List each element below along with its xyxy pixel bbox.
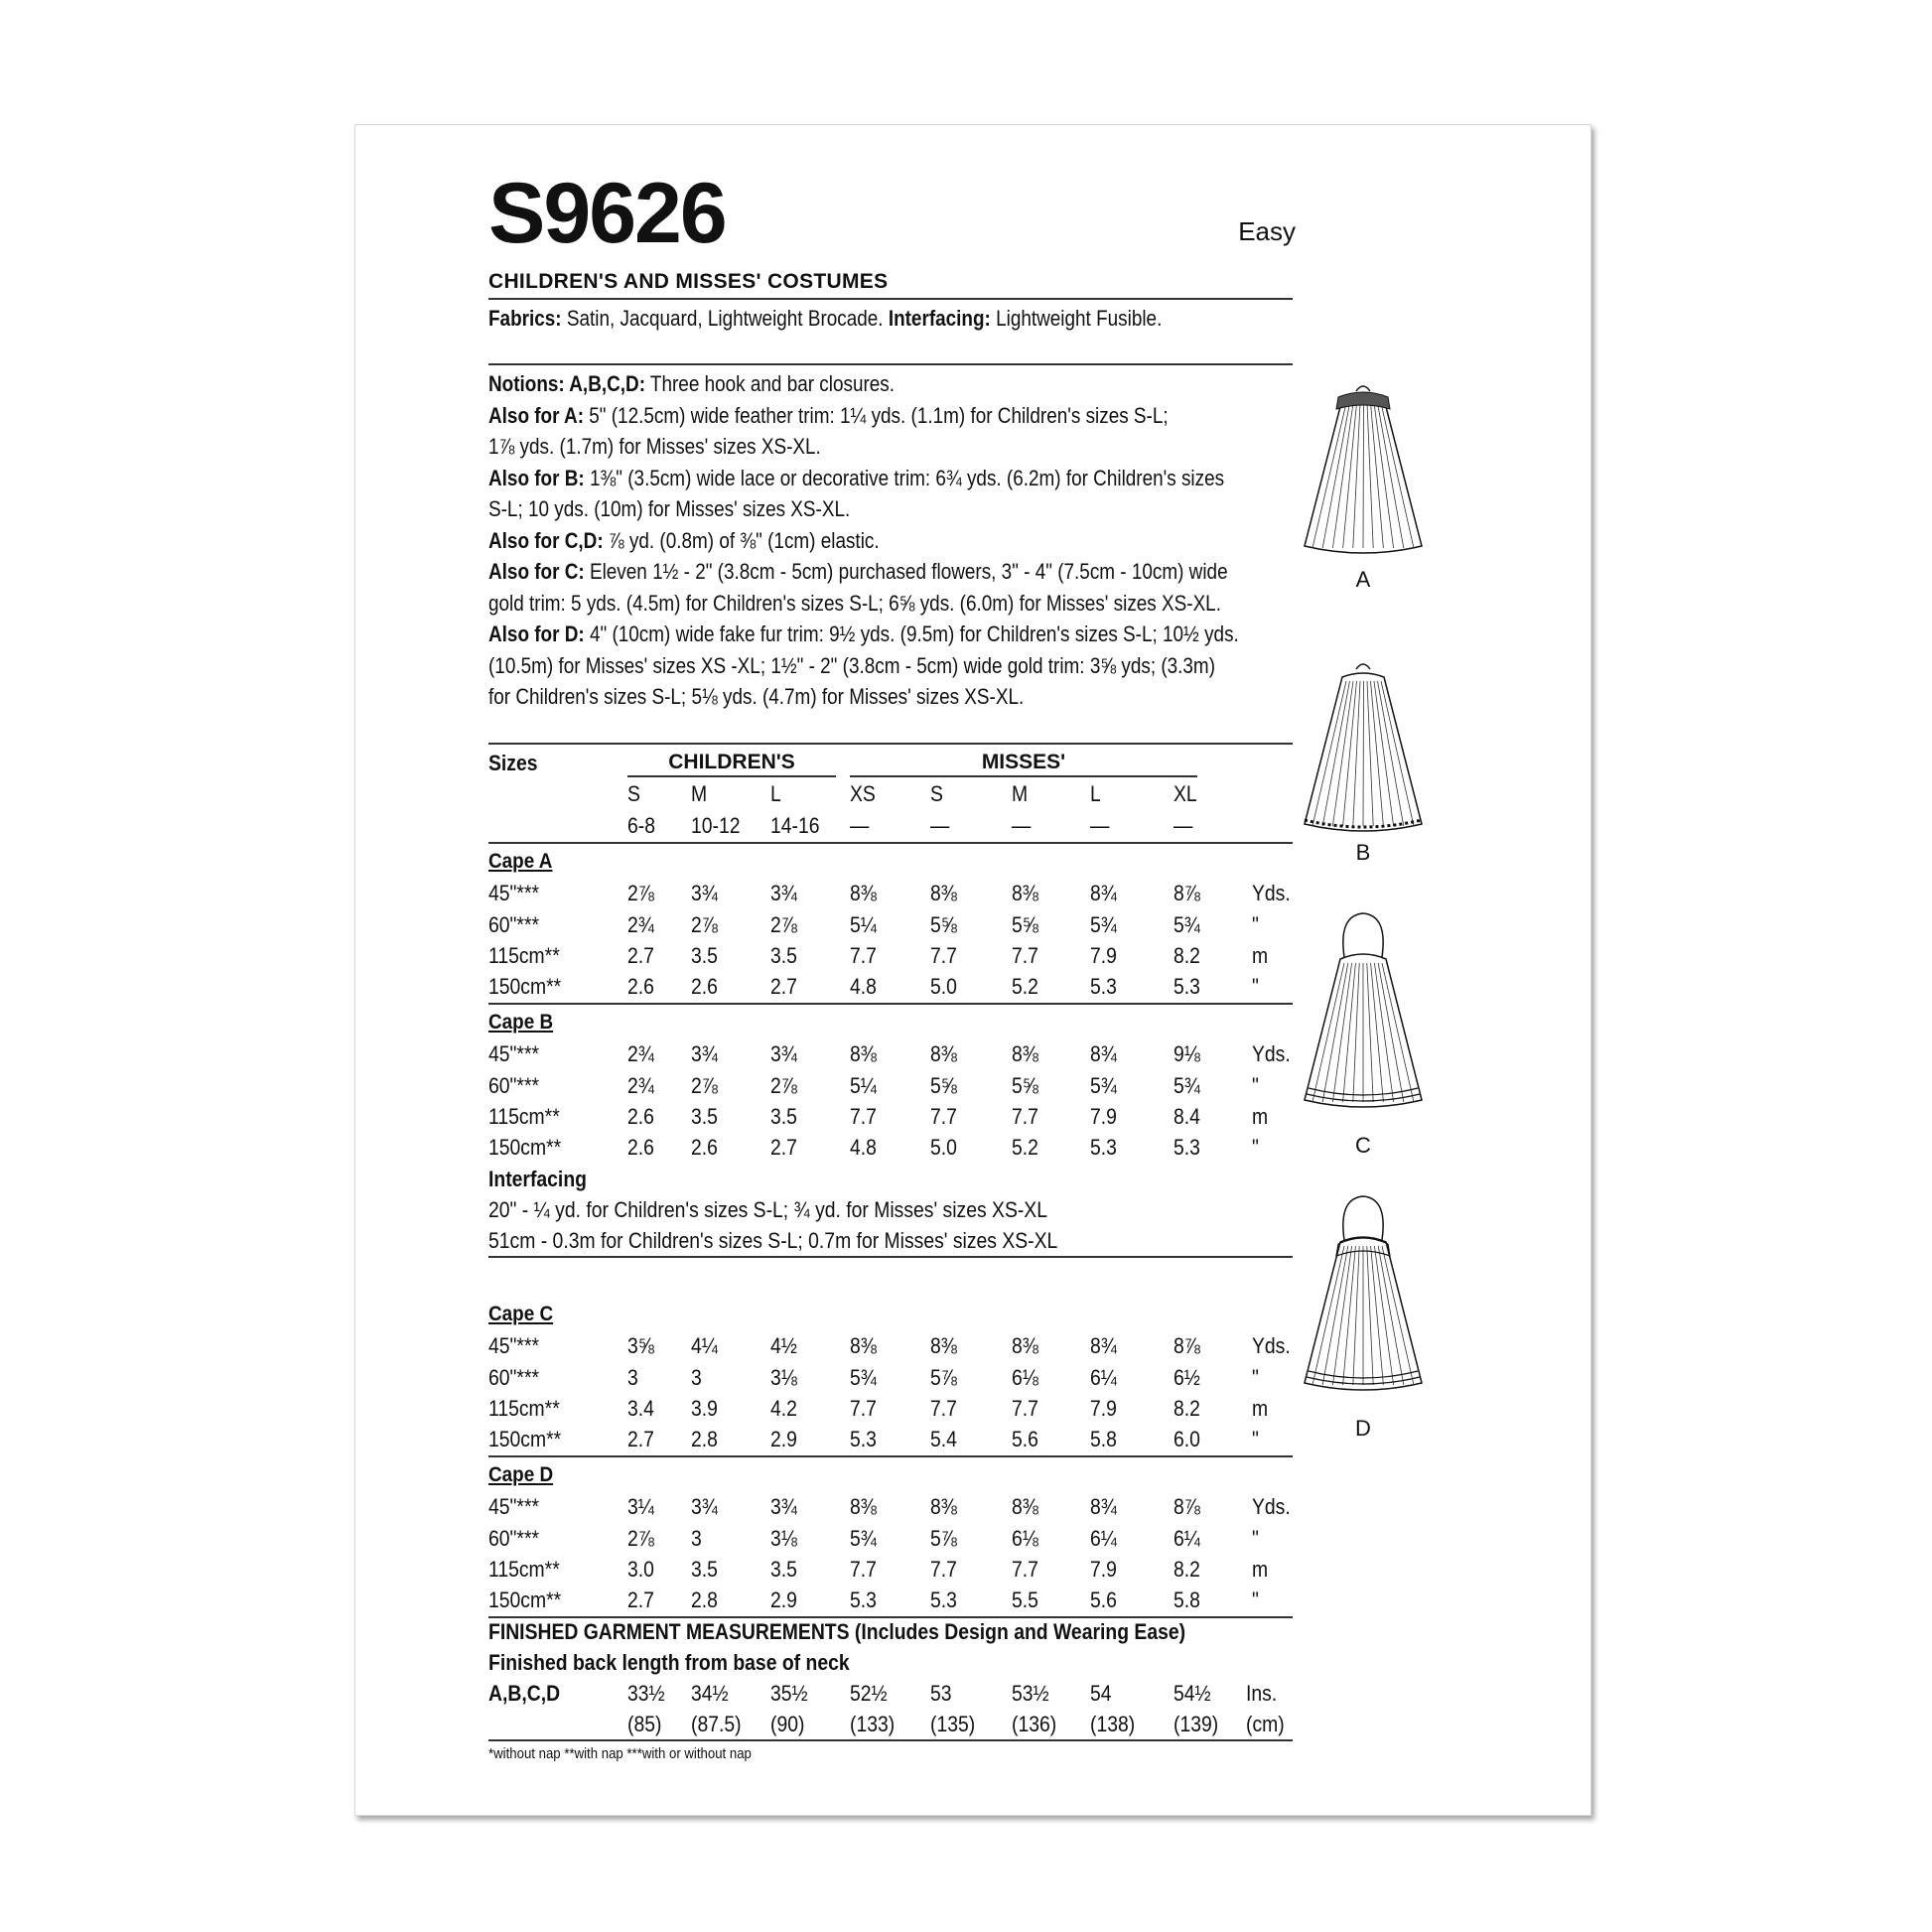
width-label: 45"*** <box>488 1333 540 1359</box>
yardage-value: 5¾ <box>850 1525 877 1551</box>
yardage-value: 3.5 <box>691 942 718 968</box>
yardage-value: 8.2 <box>1173 942 1200 968</box>
yardage-value: 3.5 <box>691 1103 718 1129</box>
notion-line <box>488 653 1215 679</box>
unit-label: Yds. <box>1252 1333 1291 1359</box>
notion-text: ⅞ yd. (0.8m) of ⅜" (1cm) elastic. <box>603 527 880 553</box>
finished-length-inches: 53 <box>930 1681 952 1707</box>
yardage-value: 2¾ <box>627 1041 654 1067</box>
notion-text: Eleven 1½ - 2" (3.8cm - 5cm) purchased flowers, 3" - 4" (7.5cm - 10cm) wide <box>584 559 1228 584</box>
notion-label: Notions: A,B,C,D: <box>488 371 645 396</box>
unit-label: " <box>1252 1072 1259 1098</box>
notion-text: 1⅜" (3.5cm) wide lace or decorative trim: 6¾ yds. (6.2m) for Children's sizes <box>584 465 1225 490</box>
yardage-value: 3 <box>691 1525 702 1551</box>
yardage-value: 2⅞ <box>770 1072 797 1098</box>
size-code: M <box>1012 781 1029 806</box>
yardage-value: 2.8 <box>691 1427 718 1452</box>
yardage-value: 5.8 <box>1090 1427 1117 1452</box>
yardage-value: 3⅛ <box>770 1525 797 1551</box>
unit-label: m <box>1252 1103 1269 1129</box>
yardage-value: 7.7 <box>1012 942 1038 968</box>
finished-length-cm: (87.5) <box>691 1712 742 1737</box>
yardage-value: 4½ <box>770 1333 797 1359</box>
yardage-value: 8⅜ <box>850 1041 877 1067</box>
yardage-value: 2.6 <box>627 974 654 1000</box>
yardage-value: 3.9 <box>691 1395 718 1421</box>
interfacing-title: Interfacing <box>488 1166 587 1191</box>
finished-length-cm: (135) <box>930 1712 976 1737</box>
yardage-value: 6⅛ <box>1012 1525 1038 1551</box>
notion-text: (10.5m) for Misses' sizes XS -XL; 1½" - 2" (3.8cm - 5cm) wide gold trim: 3⅝ yds; (3.3m) <box>488 652 1216 678</box>
yardage-value: 8¾ <box>1090 1494 1117 1520</box>
notion-text: S-L; 10 yds. (10m) for Misses' sizes XS-XL. <box>488 496 851 521</box>
yardage-value: 2⅞ <box>691 911 718 937</box>
unit-label: Yds. <box>1252 881 1291 906</box>
yardage-value: 6¼ <box>1090 1364 1117 1390</box>
yardage-value: 3¾ <box>691 1041 718 1067</box>
width-label: 150cm** <box>488 1587 562 1613</box>
yardage-value: 7.7 <box>850 942 877 968</box>
size-range: — <box>930 813 950 838</box>
yardage-value: 8¾ <box>1090 1333 1117 1359</box>
yardage-value: 7.7 <box>1012 1103 1038 1129</box>
yardage-value: 8⅜ <box>930 881 957 906</box>
yardage-value: 5.3 <box>850 1427 877 1452</box>
notion-text: 5" (12.5cm) wide feather trim: 1¼ yds. (1.1m) for Children's sizes S-L; <box>583 402 1169 428</box>
yardage-value: 7.7 <box>930 1395 957 1421</box>
interfacing-line: 20" - ¼ yd. for Children's sizes S-L; ¾ yd. for Misses' sizes XS-XL <box>488 1196 1047 1222</box>
yardage-value: 5.0 <box>930 1135 957 1161</box>
section-title-cape-d: Cape D <box>488 1463 554 1486</box>
yardage-value: 8⅜ <box>1012 1041 1038 1067</box>
yardage-value: 5.3 <box>1090 974 1117 1000</box>
yardage-value: 5.3 <box>1090 1135 1117 1161</box>
yardage-value: 2.6 <box>691 974 718 1000</box>
notion-line <box>488 559 1228 585</box>
unit-label: Yds. <box>1252 1494 1291 1520</box>
finished-length-cm: (133) <box>850 1712 896 1737</box>
yardage-value: 3.5 <box>770 1556 797 1582</box>
width-label: 60"*** <box>488 911 540 937</box>
notion-line <box>488 684 1024 710</box>
size-range: 10-12 <box>691 813 741 838</box>
yardage-value: 5⅝ <box>1012 1072 1038 1098</box>
yardage-value: 7.9 <box>1090 1103 1117 1129</box>
divider <box>488 1455 1293 1457</box>
finished-length-inches: 34½ <box>691 1681 729 1707</box>
yardage-value: 5¾ <box>1090 911 1117 937</box>
yardage-value: 5⅝ <box>930 911 957 937</box>
yardage-value: 7.9 <box>1090 1395 1117 1421</box>
yardage-value: 6.0 <box>1173 1427 1200 1452</box>
divider <box>488 298 1293 300</box>
yardage-value: 3 <box>691 1364 702 1390</box>
width-label: 115cm** <box>488 1556 560 1582</box>
notion-text: gold trim: 5 yds. (4.5m) for Children's sizes S-L; 6⅝ yds. (6.0m) for Misses' sizes XS-XL. <box>488 590 1221 616</box>
unit-label: m <box>1252 1556 1269 1582</box>
cape-d-icon <box>1299 1192 1428 1406</box>
section-title-cape-a: Cape A <box>488 850 553 873</box>
yardage-value: 2⅞ <box>627 1525 654 1551</box>
yardage-value: 8⅜ <box>850 1333 877 1359</box>
sizes-label: Sizes <box>488 751 538 775</box>
pattern-envelope-back <box>354 124 1591 1816</box>
misses-header: MISSES' <box>981 751 1066 773</box>
size-range: — <box>1173 813 1193 838</box>
yardage-value: 8¾ <box>1090 881 1117 906</box>
notion-line <box>488 403 1169 429</box>
divider <box>488 1256 1293 1258</box>
finished-length-cm: (85) <box>627 1712 662 1737</box>
yardage-value: 2.9 <box>770 1427 797 1452</box>
width-label: 45"*** <box>488 881 540 906</box>
size-code: L <box>1090 781 1101 806</box>
size-range: — <box>850 813 870 838</box>
yardage-value: 7.7 <box>930 942 957 968</box>
notion-label: Also for C,D: <box>488 527 604 553</box>
yardage-value: 4.8 <box>850 1135 877 1161</box>
yardage-value: 2¾ <box>627 1072 654 1098</box>
interfacing-text: Lightweight Fusible. <box>990 306 1163 331</box>
yardage-value: 3.4 <box>627 1395 654 1421</box>
yardage-value: 3.5 <box>770 1103 797 1129</box>
yardage-value: 2.9 <box>770 1587 797 1613</box>
yardage-value: 8⅜ <box>1012 881 1038 906</box>
divider <box>488 1616 1293 1618</box>
width-label: 115cm** <box>488 1103 560 1129</box>
yardage-value: 5.4 <box>930 1427 957 1452</box>
yardage-value: 7.7 <box>850 1556 877 1582</box>
notion-line <box>488 621 1239 647</box>
yardage-value: 3.5 <box>691 1556 718 1582</box>
size-code: S <box>627 781 640 806</box>
yardage-value: 2.6 <box>691 1135 718 1161</box>
yardage-value: 3⅝ <box>627 1333 654 1359</box>
divider <box>488 842 1293 844</box>
yardage-value: 5.3 <box>850 1587 877 1613</box>
yardage-value: 5¾ <box>1090 1072 1117 1098</box>
unit-label: " <box>1252 911 1259 937</box>
yardage-value: 5⅝ <box>1012 911 1038 937</box>
yardage-value: 4.8 <box>850 974 877 1000</box>
yardage-value: 3¾ <box>691 1494 718 1520</box>
width-label: 115cm** <box>488 1395 560 1421</box>
yardage-value: 3¾ <box>770 881 797 906</box>
yardage-value: 2⅞ <box>627 881 654 906</box>
yardage-value: 2¾ <box>627 911 654 937</box>
finished-length-inches: 52½ <box>850 1681 888 1707</box>
yardage-value: 8.2 <box>1173 1395 1200 1421</box>
yardage-value: 3.0 <box>627 1556 654 1582</box>
yardage-value: 2.6 <box>627 1103 654 1129</box>
notion-line <box>488 466 1224 491</box>
yardage-value: 7.7 <box>850 1395 877 1421</box>
notion-line <box>488 434 821 460</box>
unit-label: (cm) <box>1246 1712 1285 1737</box>
yardage-value: 5¼ <box>850 911 877 937</box>
yardage-value: 4.2 <box>770 1395 797 1421</box>
width-label: 150cm** <box>488 974 562 1000</box>
yardage-value: 5.0 <box>930 974 957 1000</box>
notion-line <box>488 528 880 554</box>
notion-line <box>488 591 1221 617</box>
notion-label: Also for B: <box>488 465 585 490</box>
yardage-value: 7.7 <box>1012 1395 1038 1421</box>
yardage-value: 8¾ <box>1090 1041 1117 1067</box>
notion-text: 1⅞ yds. (1.7m) for Misses' sizes XS-XL. <box>488 434 821 459</box>
yardage-value: 5.6 <box>1012 1427 1038 1452</box>
yardage-value: 3¾ <box>770 1041 797 1067</box>
cape-c-icon <box>1299 909 1428 1123</box>
yardage-value: 5¾ <box>850 1364 877 1390</box>
divider <box>488 743 1293 745</box>
pattern-title: CHILDREN'S AND MISSES' COSTUMES <box>488 270 889 293</box>
yardage-value: 9⅛ <box>1173 1041 1200 1067</box>
yardage-value: 5¾ <box>1173 911 1200 937</box>
yardage-value: 3¾ <box>770 1494 797 1520</box>
yardage-value: 8⅞ <box>1173 1333 1200 1359</box>
divider <box>488 1739 1293 1741</box>
yardage-value: 2⅞ <box>770 911 797 937</box>
unit-label: m <box>1252 942 1269 968</box>
notion-text: 4" (10cm) wide fake fur trim: 9½ yds. (9.5m) for Children's sizes S-L; 10½ yds. <box>584 621 1239 646</box>
size-range: 14-16 <box>770 813 820 838</box>
width-label: 150cm** <box>488 1135 562 1161</box>
notion-label: Also for C: <box>488 559 585 584</box>
width-label: 60"*** <box>488 1072 540 1098</box>
unit-label: Ins. <box>1246 1681 1278 1707</box>
yardage-value: 4¼ <box>691 1333 718 1359</box>
finished-length-inches: 54 <box>1090 1681 1112 1707</box>
size-code: XL <box>1173 781 1197 806</box>
yardage-value: 5.3 <box>1173 974 1200 1000</box>
yardage-value: 7.7 <box>850 1103 877 1129</box>
unit-label: " <box>1252 1525 1259 1551</box>
yardage-value: 6⅛ <box>1012 1364 1038 1390</box>
finished-length-cm: (90) <box>770 1712 805 1737</box>
unit-label: " <box>1252 1587 1259 1613</box>
finished-length-inches: 33½ <box>627 1681 665 1707</box>
yardage-value: 8⅞ <box>1173 881 1200 906</box>
width-label: 60"*** <box>488 1364 540 1390</box>
finished-views-label: A,B,C,D <box>488 1681 561 1707</box>
notion-text: Three hook and bar closures. <box>644 371 896 396</box>
view-label-c: C <box>1355 1133 1371 1158</box>
size-code: XS <box>850 781 876 806</box>
size-range: — <box>1090 813 1110 838</box>
finished-length-inches: 54½ <box>1173 1681 1211 1707</box>
unit-label: Yds. <box>1252 1041 1291 1067</box>
yardage-value: 7.7 <box>930 1556 957 1582</box>
finished-length-inches: 53½ <box>1012 1681 1049 1707</box>
view-label-d: D <box>1355 1416 1371 1441</box>
yardage-value: 8⅞ <box>1173 1494 1200 1520</box>
finished-measurements-title: FINISHED GARMENT MEASUREMENTS (Includes Design and Wearing Ease) <box>488 1618 1186 1644</box>
finished-length-cm: (139) <box>1173 1712 1219 1737</box>
finished-length-cm: (138) <box>1090 1712 1136 1737</box>
view-label-b: B <box>1355 840 1371 865</box>
unit-label: " <box>1252 1427 1259 1452</box>
children-header: CHILDREN'S <box>668 751 795 773</box>
section-title-cape-b: Cape B <box>488 1011 554 1034</box>
notion-line <box>488 496 850 522</box>
difficulty-label: Easy <box>1238 216 1296 246</box>
divider <box>488 363 1293 365</box>
yardage-value: 5⅝ <box>930 1072 957 1098</box>
yardage-value: 2⅞ <box>691 1072 718 1098</box>
yardage-value: 7.7 <box>930 1103 957 1129</box>
yardage-value: 3 <box>627 1364 638 1390</box>
width-label: 45"*** <box>488 1494 540 1520</box>
yardage-value: 8⅜ <box>1012 1333 1038 1359</box>
notion-text: for Children's sizes S-L; 5⅛ yds. (4.7m) for Misses' sizes XS-XL. <box>488 684 1025 709</box>
cape-a-icon <box>1299 379 1428 568</box>
size-range: 6-8 <box>627 813 655 838</box>
size-code: L <box>770 781 781 806</box>
yardage-value: 5¾ <box>1173 1072 1200 1098</box>
unit-label: m <box>1252 1395 1269 1421</box>
size-code: S <box>930 781 943 806</box>
view-label-a: A <box>1355 567 1371 592</box>
yardage-value: 5.8 <box>1173 1587 1200 1613</box>
notion-label: Also for D: <box>488 621 585 646</box>
yardage-value: 6¼ <box>1090 1525 1117 1551</box>
fabrics-text: Satin, Jacquard, Lightweight Brocade. <box>561 306 889 331</box>
notion-label: Also for A: <box>488 402 584 428</box>
misses-header-underline <box>850 775 1197 777</box>
yardage-value: 7.9 <box>1090 942 1117 968</box>
interfacing-label: Interfacing: <box>888 306 991 331</box>
yardage-value: 7.9 <box>1090 1556 1117 1582</box>
yardage-value: 5.2 <box>1012 974 1038 1000</box>
yardage-value: 6¼ <box>1173 1525 1200 1551</box>
yardage-value: 8.2 <box>1173 1556 1200 1582</box>
fabrics-line <box>488 306 1162 332</box>
yardage-value: 5⅞ <box>930 1525 957 1551</box>
yardage-value: 3.5 <box>770 942 797 968</box>
cape-b-icon <box>1299 657 1428 846</box>
yardage-value: 8⅜ <box>930 1041 957 1067</box>
footnote: *without nap **with nap ***with or without nap <box>488 1745 752 1762</box>
interfacing-line: 51cm - 0.3m for Children's sizes S-L; 0.7m for Misses' sizes XS-XL <box>488 1228 1058 1254</box>
yardage-value: 8⅜ <box>1012 1494 1038 1520</box>
divider <box>488 1003 1293 1005</box>
yardage-value: 3¾ <box>691 881 718 906</box>
yardage-value: 5¼ <box>850 1072 877 1098</box>
yardage-value: 5.3 <box>930 1587 957 1613</box>
yardage-value: 5.2 <box>1012 1135 1038 1161</box>
yardage-value: 5.3 <box>1173 1135 1200 1161</box>
finished-length-subtitle: Finished back length from base of neck <box>488 1649 850 1675</box>
yardage-value: 3¼ <box>627 1494 654 1520</box>
fabrics-label: Fabrics: <box>488 306 562 331</box>
yardage-value: 6½ <box>1173 1364 1200 1390</box>
yardage-value: 2.6 <box>627 1135 654 1161</box>
unit-label: " <box>1252 1135 1259 1161</box>
notion-line <box>488 371 895 397</box>
yardage-value: 2.7 <box>627 942 654 968</box>
finished-length-inches: 35½ <box>770 1681 808 1707</box>
yardage-value: 3⅛ <box>770 1364 797 1390</box>
size-code: M <box>691 781 708 806</box>
yardage-value: 8⅜ <box>850 1494 877 1520</box>
children-header-underline <box>627 775 836 777</box>
yardage-value: 8⅜ <box>850 881 877 906</box>
yardage-value: 5.5 <box>1012 1587 1038 1613</box>
yardage-value: 8⅜ <box>930 1494 957 1520</box>
unit-label: " <box>1252 974 1259 1000</box>
yardage-value: 5⅞ <box>930 1364 957 1390</box>
yardage-value: 2.7 <box>627 1587 654 1613</box>
width-label: 115cm** <box>488 942 560 968</box>
yardage-value: 7.7 <box>1012 1556 1038 1582</box>
width-label: 150cm** <box>488 1427 562 1452</box>
yardage-value: 8⅜ <box>930 1333 957 1359</box>
yardage-value: 2.7 <box>770 1135 797 1161</box>
yardage-value: 2.7 <box>770 974 797 1000</box>
section-title-cape-c: Cape C <box>488 1303 554 1325</box>
width-label: 60"*** <box>488 1525 540 1551</box>
size-range: — <box>1012 813 1032 838</box>
unit-label: " <box>1252 1364 1259 1390</box>
yardage-value: 2.8 <box>691 1587 718 1613</box>
width-label: 45"*** <box>488 1041 540 1067</box>
yardage-value: 5.6 <box>1090 1587 1117 1613</box>
finished-length-cm: (136) <box>1012 1712 1057 1737</box>
yardage-value: 2.7 <box>627 1427 654 1452</box>
yardage-value: 8.4 <box>1173 1103 1200 1129</box>
pattern-number: S9626 <box>488 166 726 261</box>
